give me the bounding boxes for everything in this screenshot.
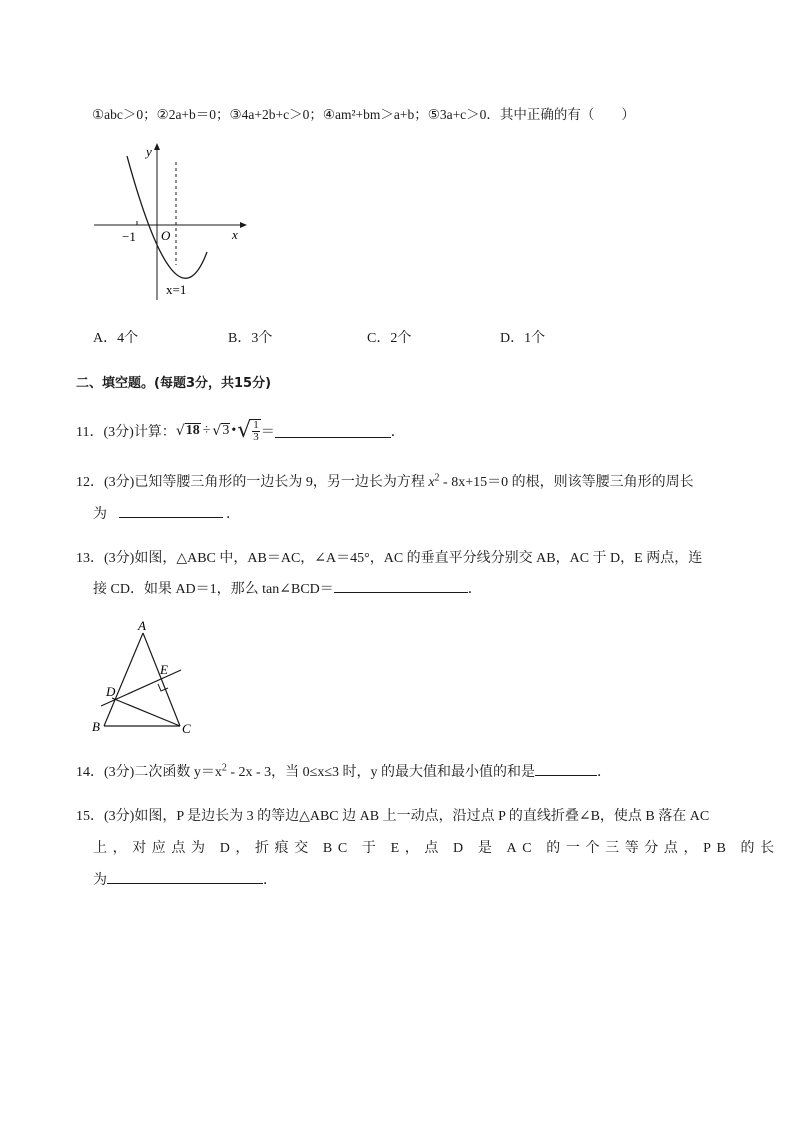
- q10-parabola-graph: [90, 140, 250, 305]
- label-e: E: [160, 662, 168, 677]
- q12-text-b: - 8x+15＝0 的根，则该等腰三角形的周长: [439, 475, 694, 490]
- q12-text-a: 已知等腰三角形的一边长为 9，另一边长为方程: [134, 475, 429, 490]
- q11: [76, 418, 405, 443]
- q13-line2: [93, 578, 482, 598]
- q11-frac-denominator: 3: [253, 430, 259, 443]
- q13-number: 13．: [76, 551, 104, 566]
- q12-x: x: [428, 475, 435, 490]
- label-d: D: [106, 684, 116, 699]
- q13-line1: [76, 547, 702, 567]
- q12-answer-blank[interactable]: [119, 503, 223, 518]
- option-b[interactable]: B．3个: [228, 331, 273, 346]
- q15-line3-text: 为: [93, 873, 107, 888]
- origin-label: O: [161, 228, 171, 243]
- label-b: B: [92, 719, 100, 734]
- q13-points: (3分): [104, 551, 135, 566]
- q14-text-b: - 2x - 3，当 0≤x≤3 时，y 的最大值和最小值的和是: [226, 765, 536, 780]
- q12-line2: [93, 503, 240, 523]
- dot-icon: •: [231, 422, 237, 438]
- q11-fraction: [251, 419, 261, 443]
- q12-exponent: 2: [434, 472, 440, 484]
- label-a: A: [138, 618, 146, 633]
- label-c: C: [182, 721, 191, 736]
- q14-points: (3分): [104, 765, 135, 780]
- sqrt-icon: √: [237, 418, 252, 443]
- q13-line1-text: 如图，△ABC 中，AB＝AC，∠A＝45°，AC 的垂直平分线分别交 AB，AC 于 D，E 两点，连: [134, 551, 703, 566]
- q15-points: (3分): [104, 809, 135, 824]
- q15-line3: [93, 869, 277, 889]
- section-heading: 二、填空题。(每题3分，共15分): [76, 376, 272, 391]
- q11-number: 11．: [76, 424, 104, 440]
- q13-suffix: ．: [467, 582, 482, 597]
- side-ab: [104, 633, 143, 726]
- q12-line2-text: 为: [93, 507, 107, 522]
- q11-points: (3分): [103, 424, 134, 440]
- y-axis-arrow-icon: [154, 143, 160, 150]
- option-a[interactable]: A．4个: [93, 331, 139, 346]
- q13-triangle-figure: [88, 618, 198, 736]
- segment-dc: [112, 698, 180, 726]
- x-axis-label: x: [232, 227, 238, 242]
- q14-number: 14．: [76, 765, 104, 780]
- q15-line2-text: 上，对应点为 D，折痕交 BC 于 E，点 D 是 AC 的一个三等分点，PB 的长: [93, 841, 780, 856]
- x-axis-arrow-icon: [240, 222, 247, 228]
- side-ac: [143, 633, 180, 726]
- equals-icon: ＝: [260, 424, 275, 440]
- q12-points: (3分): [104, 475, 135, 490]
- q15-number: 15．: [76, 809, 104, 824]
- option-d[interactable]: D．1个: [500, 331, 546, 346]
- q11-radicand-1: 18: [185, 423, 200, 438]
- right-angle-icon: [158, 684, 168, 691]
- sqrt-icon: √: [175, 422, 185, 439]
- q15-line1: [76, 805, 709, 825]
- q15-line2: [93, 837, 780, 857]
- q12-suffix: ．: [226, 507, 240, 522]
- q11-prefix: 计算：: [133, 424, 176, 440]
- q14-suffix: ．: [597, 765, 612, 780]
- q14-text-a: 二次函数 y＝x: [134, 765, 222, 780]
- q11-suffix: ．: [390, 424, 405, 440]
- q11-answer-blank[interactable]: [275, 423, 391, 438]
- q12-line1: [76, 471, 694, 491]
- sqrt-icon: √: [212, 422, 222, 439]
- q13-line2-text: 接 CD．如果 AD＝1，那么 tan∠BCD＝: [93, 582, 334, 597]
- q14-answer-blank[interactable]: [535, 761, 597, 776]
- q10-statements: ①abc＞0；②2a+b＝0；③4a+2b+c＞0；④am²+bm＞a+b；⑤3a+c＞0．其中正确的有（ ）: [92, 107, 635, 122]
- divide-icon: ÷: [202, 422, 211, 438]
- q15-suffix: ．: [263, 873, 277, 888]
- y-axis-label: y: [146, 144, 152, 159]
- parabola-curve: [127, 156, 207, 278]
- q14: [76, 761, 611, 781]
- option-c[interactable]: C．2个: [367, 331, 412, 346]
- q12-number: 12．: [76, 475, 104, 490]
- symmetry-line-label: x=1: [166, 282, 187, 297]
- q11-radicand-2: 3: [222, 423, 230, 438]
- neg-one-label: −1: [122, 229, 136, 244]
- q13-answer-blank[interactable]: [334, 578, 468, 593]
- q15-line1-text: 如图，P 是边长为 3 的等边△ABC 边 AB 上一动点，沿过点 P 的直线折叠∠B，使点 B 落在 AC: [134, 809, 710, 824]
- q15-answer-blank[interactable]: [107, 869, 263, 884]
- q14-exponent: 2: [221, 762, 227, 774]
- q11-frac-numerator: 1: [253, 418, 259, 431]
